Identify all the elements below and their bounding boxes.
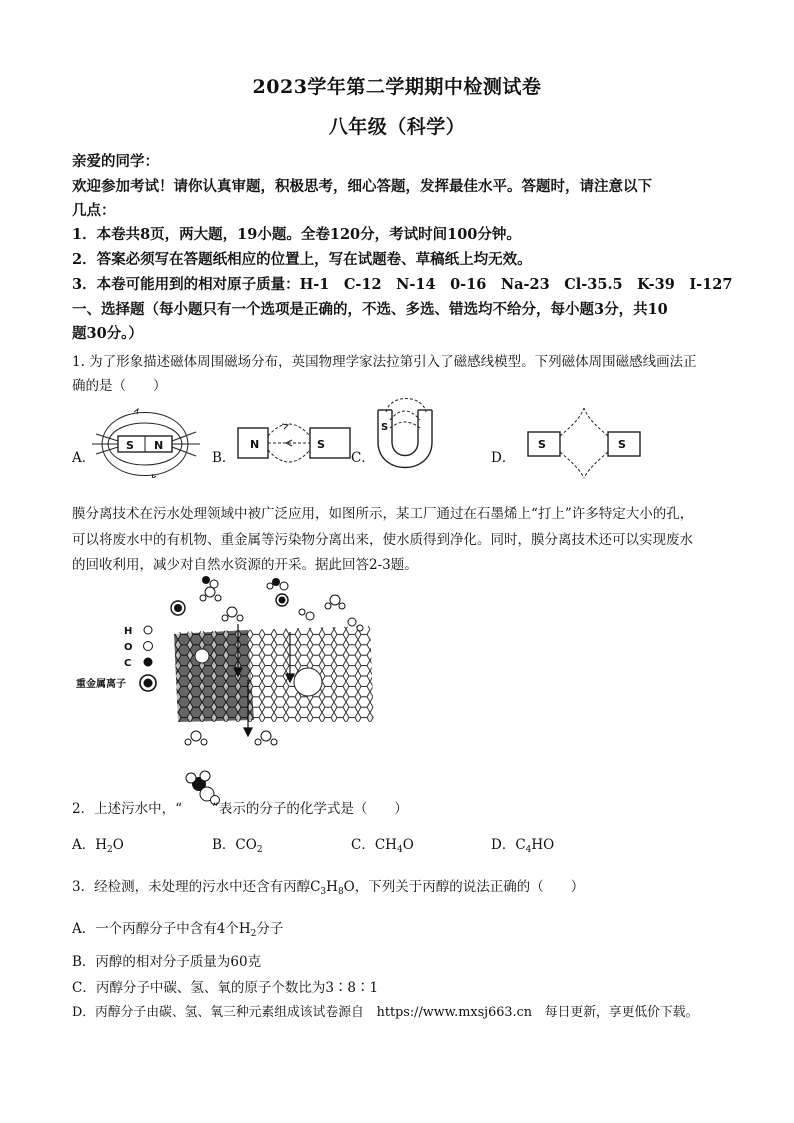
legend-o: O bbox=[124, 642, 133, 653]
option-a-pole-n: N bbox=[154, 439, 164, 452]
q1-stem-line-1: 1. 为了形象描述磁体周围磁场分布，英国物理学家法拉第引入了磁感线模型。下列磁体周围磁感线画法正 bbox=[72, 354, 697, 370]
legend-c: C bbox=[124, 658, 132, 669]
graphene-hole bbox=[195, 649, 209, 663]
q2-option-d: D．$C_4HO$ bbox=[491, 837, 555, 855]
q2-option-a: A．$H_2O$ bbox=[72, 837, 124, 855]
option-d-pole-s-right: S bbox=[618, 438, 626, 451]
notice-item-2: 2．答案必须写在答题纸相应的位置上，写在试题卷、草稿纸上均无效。 bbox=[72, 251, 532, 268]
passage-line-1: 膜分离技术在污水处理领域中被广泛应用，如图所示，某工厂通过在石墨烯上“打上”许多特定大小的孔， bbox=[72, 506, 694, 522]
exam-subtitle: 八年级（科学） bbox=[328, 116, 466, 138]
q1-label-a: A． bbox=[72, 450, 96, 466]
q2-option-b: B．$CO_2$ bbox=[212, 837, 263, 855]
membrane-separation-figure bbox=[70, 572, 400, 752]
q1-label-c: C． bbox=[351, 450, 375, 466]
option-a-magnet-diagram bbox=[92, 409, 200, 478]
legend bbox=[140, 626, 156, 691]
q1-magnet-diagrams bbox=[60, 398, 740, 478]
option-d-pole-s-left: S bbox=[538, 438, 546, 451]
q3-option-c: C．丙醇分子中碳、氢、氧的原子个数比为3∶8∶1 bbox=[72, 980, 379, 996]
notice-item-1: 1．本卷共8页，两大题，19小题。全卷120分，考试时间100分钟。 bbox=[72, 226, 521, 243]
graphene-hole bbox=[294, 668, 322, 696]
intro-line-1: 欢迎参加考试！请你认真审题，积极思考，细心答题，发挥最佳水平。答题时，请注意以下 bbox=[72, 178, 652, 195]
legend-h: H bbox=[124, 626, 133, 637]
graphene-dark-region bbox=[174, 630, 254, 722]
q3-stem: 3．经检测，未处理的污水中还含有丙醇$C_3H_8O$，下列关于丙醇的说法正确的（ ） bbox=[72, 879, 585, 897]
greeting: 亲爱的同学： bbox=[72, 153, 159, 170]
option-b-pole-s: S bbox=[317, 438, 325, 451]
q2-option-c: C．$CH_4O$ bbox=[351, 837, 414, 855]
q1-label-b: B． bbox=[212, 450, 236, 466]
legend-metal-ion: 重金属离子 bbox=[76, 679, 126, 690]
passage-line-2: 可以将废水中的有机物、重金属等污染物分离出来，使水质得到净化。同时，膜分离技术还可以实现废水 bbox=[72, 532, 693, 548]
option-c-magnet-diagram bbox=[378, 399, 432, 468]
exam-title: 2023学年第二学期期中检测试卷 bbox=[252, 76, 542, 98]
passage-line-3: 的回收利用，减少对自然水资源的开采。据此回答2-3题。 bbox=[72, 557, 418, 573]
q1-label-d: D． bbox=[491, 450, 516, 466]
organic-molecules bbox=[202, 576, 288, 590]
section-heading-line-2: 题30分。） bbox=[72, 325, 143, 342]
q1-stem-line-2: 确的是（ ） bbox=[72, 378, 167, 394]
q2-stem: 2．上述污水中，“ ”表示的分子的化学式是（ ） bbox=[72, 801, 408, 817]
option-b-pole-n: N bbox=[250, 438, 260, 451]
option-a-pole-s: S bbox=[126, 439, 134, 452]
intro-line-2: 几点： bbox=[72, 202, 116, 219]
q3-option-a: A．一个丙醇分子中含有4个$H_2$分子 bbox=[72, 921, 284, 939]
option-c-pole-s: S bbox=[381, 422, 389, 433]
q3-option-d: D．丙醇分子由碳、氢、氧三种元素组成该试卷源自 https://www.mxsj663.cn 每日更新，享更低价下载。 bbox=[72, 1005, 699, 1020]
section-heading-line-1: 一、选择题（每小题只有一个选项是正确的，不选、多选、错选均不给分，每小题3分，共10 bbox=[72, 301, 668, 318]
q3-option-b: B．丙醇的相对分子质量为60克 bbox=[72, 954, 262, 970]
notice-item-3: 3．本卷可能用到的相对原子质量：H-1 C-12 N-14 0-16 Na-23 Cl-35.5 K-39 I-127 bbox=[72, 276, 733, 293]
